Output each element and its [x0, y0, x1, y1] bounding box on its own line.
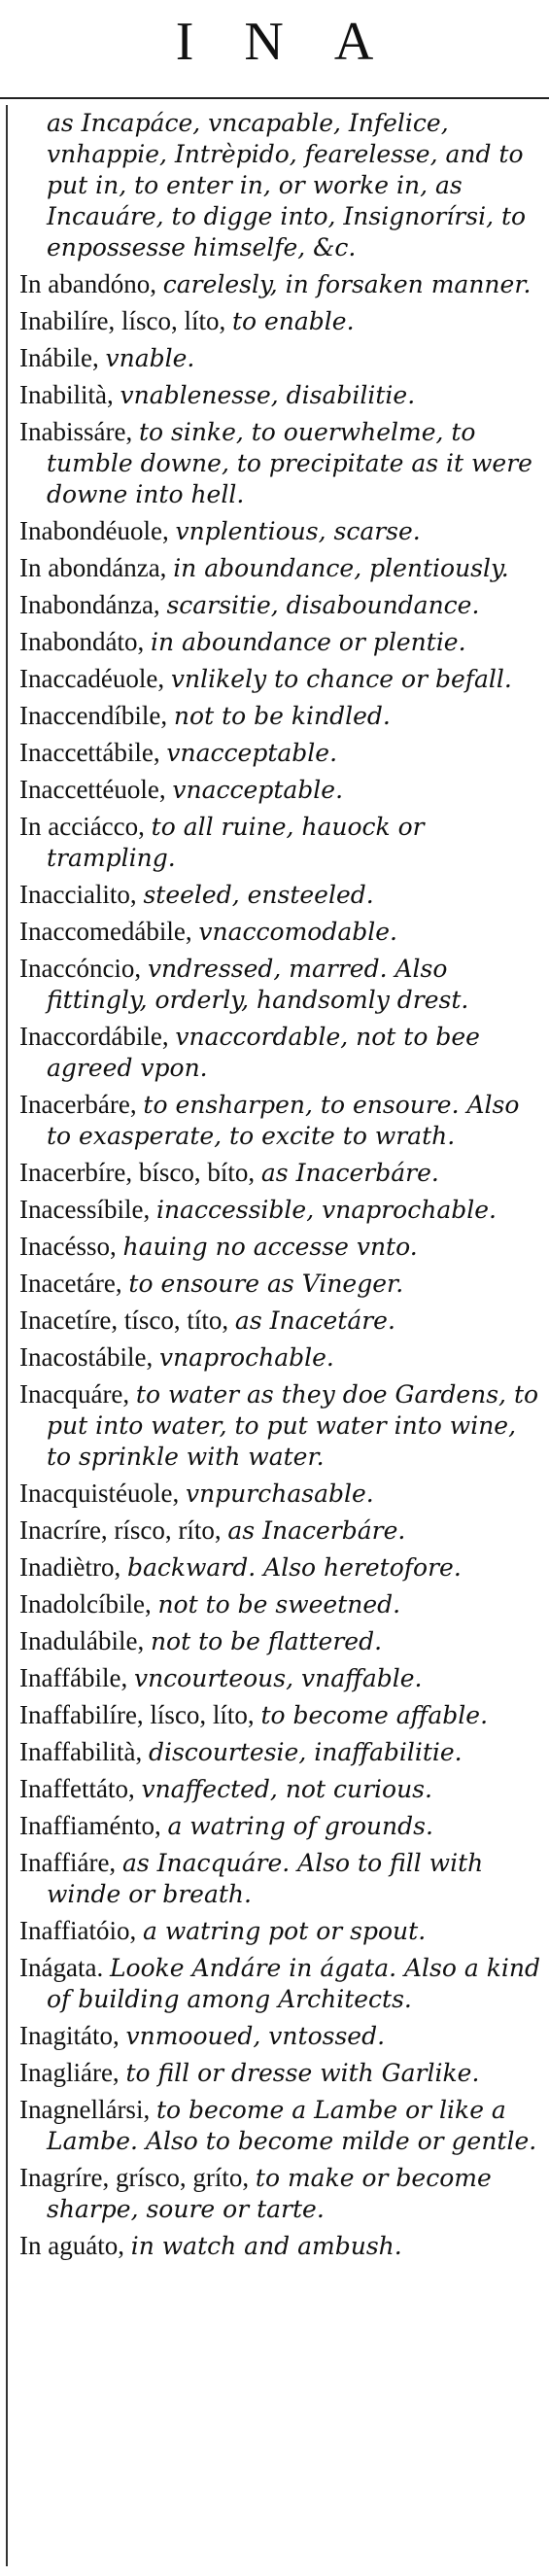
headword: Inacquistéuole, — [19, 1479, 186, 1508]
definition: vnaccordable, not to bee agreed vpon. — [47, 1023, 480, 1082]
dictionary-entry — [19, 1625, 540, 1657]
dictionary-entry — [19, 879, 540, 911]
definition: in aboundance or plentie. — [150, 628, 466, 656]
dictionary-entry — [19, 774, 540, 806]
headword: Inaffábile, — [19, 1663, 134, 1692]
definition: vnacceptable. — [166, 739, 338, 767]
definition: to enable. — [231, 307, 355, 335]
headword: Inabissáre, — [19, 417, 139, 446]
dictionary-entry — [19, 1341, 540, 1374]
definition: vncourteous, vnaffable. — [133, 1664, 423, 1692]
column-rule — [6, 105, 8, 2566]
dictionary-entry — [19, 589, 540, 621]
dictionary-entry — [19, 2020, 540, 2052]
definition: Looke Andáre in ágata. Also a kind of building among Architects. — [47, 1954, 540, 2013]
dictionary-entry — [19, 737, 540, 769]
definition: to sinke, to ouerwhelme, to tumble downe, to precipitate as it were downe into hell. — [47, 418, 532, 508]
dictionary-entry — [19, 700, 540, 732]
dictionary-entry — [19, 663, 540, 695]
definition: to fill or dresse with Garlike. — [125, 2059, 480, 2087]
entry-continuation — [19, 107, 540, 263]
headword: Inacostábile, — [19, 1342, 159, 1372]
definition: backward. Also heretofore. — [126, 1553, 462, 1582]
headword: In acciácco, — [19, 812, 152, 841]
page-header — [0, 8, 549, 76]
dictionary-entry — [19, 811, 540, 874]
headword: Inabilità, — [19, 380, 120, 409]
definition: hauing no accesse vnto. — [122, 1233, 418, 1261]
headword: Inagitáto, — [19, 2021, 126, 2050]
definition: to water as they doe Gardens, to put into water, to put water into wine, to sprinkle with water. — [47, 1380, 539, 1471]
headword: Inabilíre, lísco, líto, — [19, 306, 232, 335]
definition: inaccessible, vnaprochable. — [155, 1196, 497, 1224]
dictionary-entry — [19, 2162, 540, 2225]
dictionary-entry — [19, 379, 540, 411]
headword: Inagnellársi, — [19, 2095, 156, 2124]
headword: Inaffabilíre, lísco, líto, — [19, 1700, 261, 1729]
dictionary-entry — [19, 1773, 540, 1805]
headword: Inaccettábile, — [19, 738, 167, 767]
dictionary-entry — [19, 916, 540, 948]
dictionary-entry — [19, 1810, 540, 1842]
dictionary-entry — [19, 515, 540, 547]
definition: steeled, ensteeled. — [143, 881, 374, 909]
dictionary-entry — [19, 552, 540, 584]
headword: In aguáto, — [19, 2231, 131, 2260]
headword: Inagríre, grísco, gríto, — [19, 2163, 256, 2192]
definition: as Inacquáre. Also to fill with winde or breath. — [47, 1849, 484, 1908]
definition: to ensoure as Vineger. — [128, 1270, 404, 1298]
headword: Inaccóncio, — [19, 954, 148, 983]
dictionary-entry — [19, 2057, 540, 2089]
dictionary-entry — [19, 1478, 540, 1510]
dictionary-entry — [19, 1194, 540, 1226]
definition: as Inacetáre. — [234, 1306, 395, 1335]
headword: Inagliáre, — [19, 2058, 126, 2087]
dictionary-entry — [19, 1699, 540, 1731]
headword: Inaccadéuole, — [19, 664, 171, 693]
headword: Inadolcíbile, — [19, 1589, 158, 1619]
header-title: INA — [175, 12, 425, 72]
dictionary-entry — [19, 1662, 540, 1694]
headword: Inabondéuole, — [19, 516, 176, 545]
dictionary-entry — [19, 1514, 540, 1547]
definition: vnacceptable. — [172, 776, 344, 804]
headword: Inaffiaménto, — [19, 1811, 168, 1840]
definition: a watring pot or spout. — [142, 1917, 427, 1945]
dictionary-entry — [19, 626, 540, 658]
definition: to ensharpen, to ensoure. Also to exasperate, to excite to wrath. — [47, 1091, 520, 1150]
definition: not to be flattered. — [150, 1627, 383, 1655]
dictionary-entry — [19, 416, 540, 510]
dictionary-entry — [19, 1157, 540, 1189]
definition: to become affable. — [260, 1701, 489, 1729]
definition: to all ruine, hauock or trampling. — [47, 813, 425, 872]
definition: not to be sweetned. — [157, 1590, 401, 1619]
headword: Inaccordábile, — [19, 1022, 176, 1051]
dictionary-entry — [19, 1915, 540, 1947]
definition: to make or become sharpe, soure or tarte. — [47, 2164, 492, 2223]
dictionary-entry — [19, 1847, 540, 1910]
headword: In abondánza, — [19, 553, 174, 582]
headword: Inaffiáre, — [19, 1848, 122, 1877]
headword: Inábile, — [19, 343, 106, 372]
definition: vndressed, marred. Also fittingly, orderly, handsomly drest. — [47, 955, 469, 1014]
definition: discourtesie, inaffabilitie. — [148, 1738, 463, 1766]
definition: in watch and ambush. — [130, 2232, 402, 2260]
dictionary-entry — [19, 1231, 540, 1263]
definition: vnpurchasable. — [185, 1479, 374, 1508]
dictionary-entry — [19, 1021, 540, 1084]
dictionary-entry — [19, 1952, 540, 2015]
dictionary-entry — [19, 1268, 540, 1300]
definition: a watring of grounds. — [167, 1812, 433, 1840]
headword: Inacetíre, tísco, títo, — [19, 1305, 235, 1335]
definition: as Inacerbáre. — [227, 1516, 406, 1545]
dictionary-entry — [19, 268, 540, 300]
headword: Inacerbáre, — [19, 1090, 144, 1119]
dictionary-entry — [19, 1551, 540, 1584]
headword: Inadulábile, — [19, 1626, 151, 1655]
definition: carelesly, in forsaken manner. — [162, 270, 532, 298]
definition: in aboundance, plentiously. — [173, 554, 509, 582]
dictionary-entry — [19, 1089, 540, 1152]
headword: Inaccialito, — [19, 880, 144, 909]
dictionary-entry — [19, 342, 540, 374]
definition: vnplentious, scarse. — [175, 517, 421, 545]
definition: vnaprochable. — [158, 1343, 334, 1372]
definition: vnaffected, not curious. — [141, 1775, 432, 1803]
headword: Inacquáre, — [19, 1379, 136, 1409]
dictionary-entry — [19, 1588, 540, 1620]
headword: Inacerbíre, bísco, bíto, — [19, 1158, 261, 1187]
headword: Inabondáto, — [19, 627, 151, 656]
headword: Inacessíbile, — [19, 1195, 156, 1224]
headword: Inaccendíbile, — [19, 701, 174, 730]
headword: Inaffiatóio, — [19, 1916, 143, 1945]
dictionary-entry — [19, 2230, 540, 2262]
headword: Inaccettéuole, — [19, 775, 173, 804]
dictionary-entry — [19, 2094, 540, 2157]
headword: Inágata. — [19, 1953, 110, 1982]
definition: vnmooued, vntossed. — [125, 2022, 386, 2050]
headword: In abandóno, — [19, 269, 163, 298]
header-rule — [0, 97, 549, 99]
dictionary-entry — [19, 305, 540, 337]
definition: vnaccomodable. — [198, 918, 397, 946]
definition: as Inacerbáre. — [260, 1159, 439, 1187]
dictionary-entry — [19, 1378, 540, 1473]
definition: vnablenesse, disabilitie. — [120, 381, 416, 409]
dictionary-entry — [19, 953, 540, 1016]
headword: Inacésso, — [19, 1232, 123, 1261]
headword: Inaffettáto, — [19, 1774, 142, 1803]
headword: Inadiètro, — [19, 1552, 127, 1582]
headword: Inacríre, rísco, ríto, — [19, 1515, 228, 1545]
definition: as Incapáce, vncapable, Infelice, vnhappie, Intrèpido, fearelesse, and to put in, to enter in, or worke in, as Incauáre, to digge into, Insignorírsi, to enpossesse himselfe, &c. — [47, 109, 527, 261]
headword: Inaccomedábile, — [19, 917, 199, 946]
dictionary-entry — [19, 1305, 540, 1337]
dictionary-column — [19, 107, 540, 2566]
headword: Inacetáre, — [19, 1269, 129, 1298]
headword: Inabondánza, — [19, 590, 167, 619]
dictionary-entry — [19, 1736, 540, 1768]
definition: to become a Lambe or like a Lambe. Also to become milde or gentle. — [47, 2096, 537, 2155]
headword: Inaffabilità, — [19, 1737, 149, 1766]
definition: vnlikely to chance or befall. — [170, 665, 512, 693]
definition: not to be kindled. — [173, 702, 391, 730]
definition: scarsitie, disaboundance. — [166, 591, 480, 619]
definition: vnable. — [105, 344, 195, 372]
